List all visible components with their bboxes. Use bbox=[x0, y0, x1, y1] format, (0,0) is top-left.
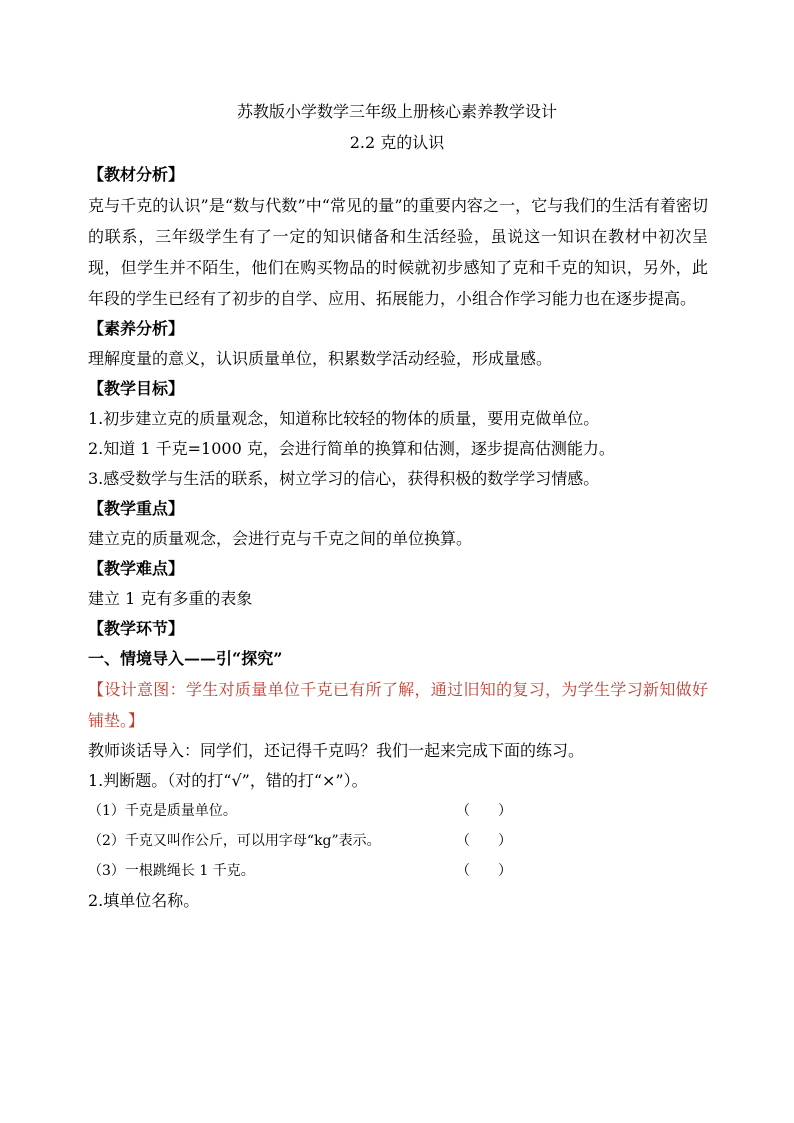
key-text: 建立克的质量观念，会进行克与千克之间的单位换算。 bbox=[88, 529, 473, 548]
goal-1: 1.初步建立克的质量观念，知道称比较轻的物体的质量，要用克做单位。 bbox=[88, 409, 600, 428]
document-title: 苏教版小学数学三年级上册核心素养教学设计 bbox=[236, 102, 557, 121]
part1-heading: 一、情境导入——引“探究” bbox=[88, 649, 283, 668]
fill-title: 2.填单位名称。 bbox=[88, 891, 200, 910]
judge-item-answer-blank: （ ） bbox=[456, 833, 512, 849]
judge-item-text: （3）一根跳绳长 1 千克。 bbox=[88, 863, 255, 879]
judge-item-3 bbox=[88, 856, 708, 886]
literacy-heading: 【素养分析】 bbox=[88, 319, 185, 338]
judge-item-2 bbox=[88, 826, 708, 856]
teacher-intro: 教师谈话导入：同学们，还记得千克吗？我们一起来完成下面的练习。 bbox=[88, 741, 585, 760]
judge-title: 1.判断题。（对的打“√”，错的打“×”）。 bbox=[88, 771, 368, 790]
judge-item-answer-blank: （ ） bbox=[456, 863, 512, 879]
design-intent: 【设计意图：学生对质量单位千克已有所了解，通过旧知的复习，为学生学习新知做好铺垫。】 bbox=[88, 680, 708, 730]
analysis-heading: 【教材分析】 bbox=[88, 165, 185, 184]
difficulty-text: 建立 1 克有多重的表象 bbox=[88, 589, 253, 608]
document-body bbox=[88, 160, 708, 916]
analysis-text: 克与千克的认识”是“数与代数”中“常见的量”的重要内容之一，它与我们的生活有着密切的联系，三年级学生有了一定的知识储备和生活经验，虽说这一知识在教材中初次呈现，但学生并不陌生，他们在购买物品的时候就初步感知了克和千克的知识，另外，此年段的学生已经有了初步的自学、应用、拓展能力，小组合作学习能力也在逐步提高。 bbox=[88, 196, 708, 308]
judge-item-answer-blank: （ ） bbox=[456, 803, 512, 819]
document-subtitle: 2.2 克的认识 bbox=[349, 133, 445, 152]
literacy-text: 理解度量的意义，认识质量单位，积累数学活动经验，形成量感。 bbox=[88, 349, 553, 368]
judge-item-text: （1）千克是质量单位。 bbox=[88, 803, 237, 819]
judge-item-1 bbox=[88, 796, 708, 826]
goal-3: 3.感受数学与生活的联系，树立学习的信心，获得积极的数学学习情感。 bbox=[88, 469, 600, 488]
process-heading: 【教学环节】 bbox=[88, 619, 185, 638]
goal-2: 2.知道 1 千克=1000 克，会进行简单的换算和估测，逐步提高估测能力。 bbox=[88, 439, 615, 458]
goals-heading: 【教学目标】 bbox=[88, 379, 185, 398]
judge-item-text: （2）千克又叫作公斤，可以用字母“kg”表示。 bbox=[88, 833, 381, 849]
key-heading: 【教学重点】 bbox=[88, 499, 185, 518]
difficulty-heading: 【教学难点】 bbox=[88, 559, 185, 578]
